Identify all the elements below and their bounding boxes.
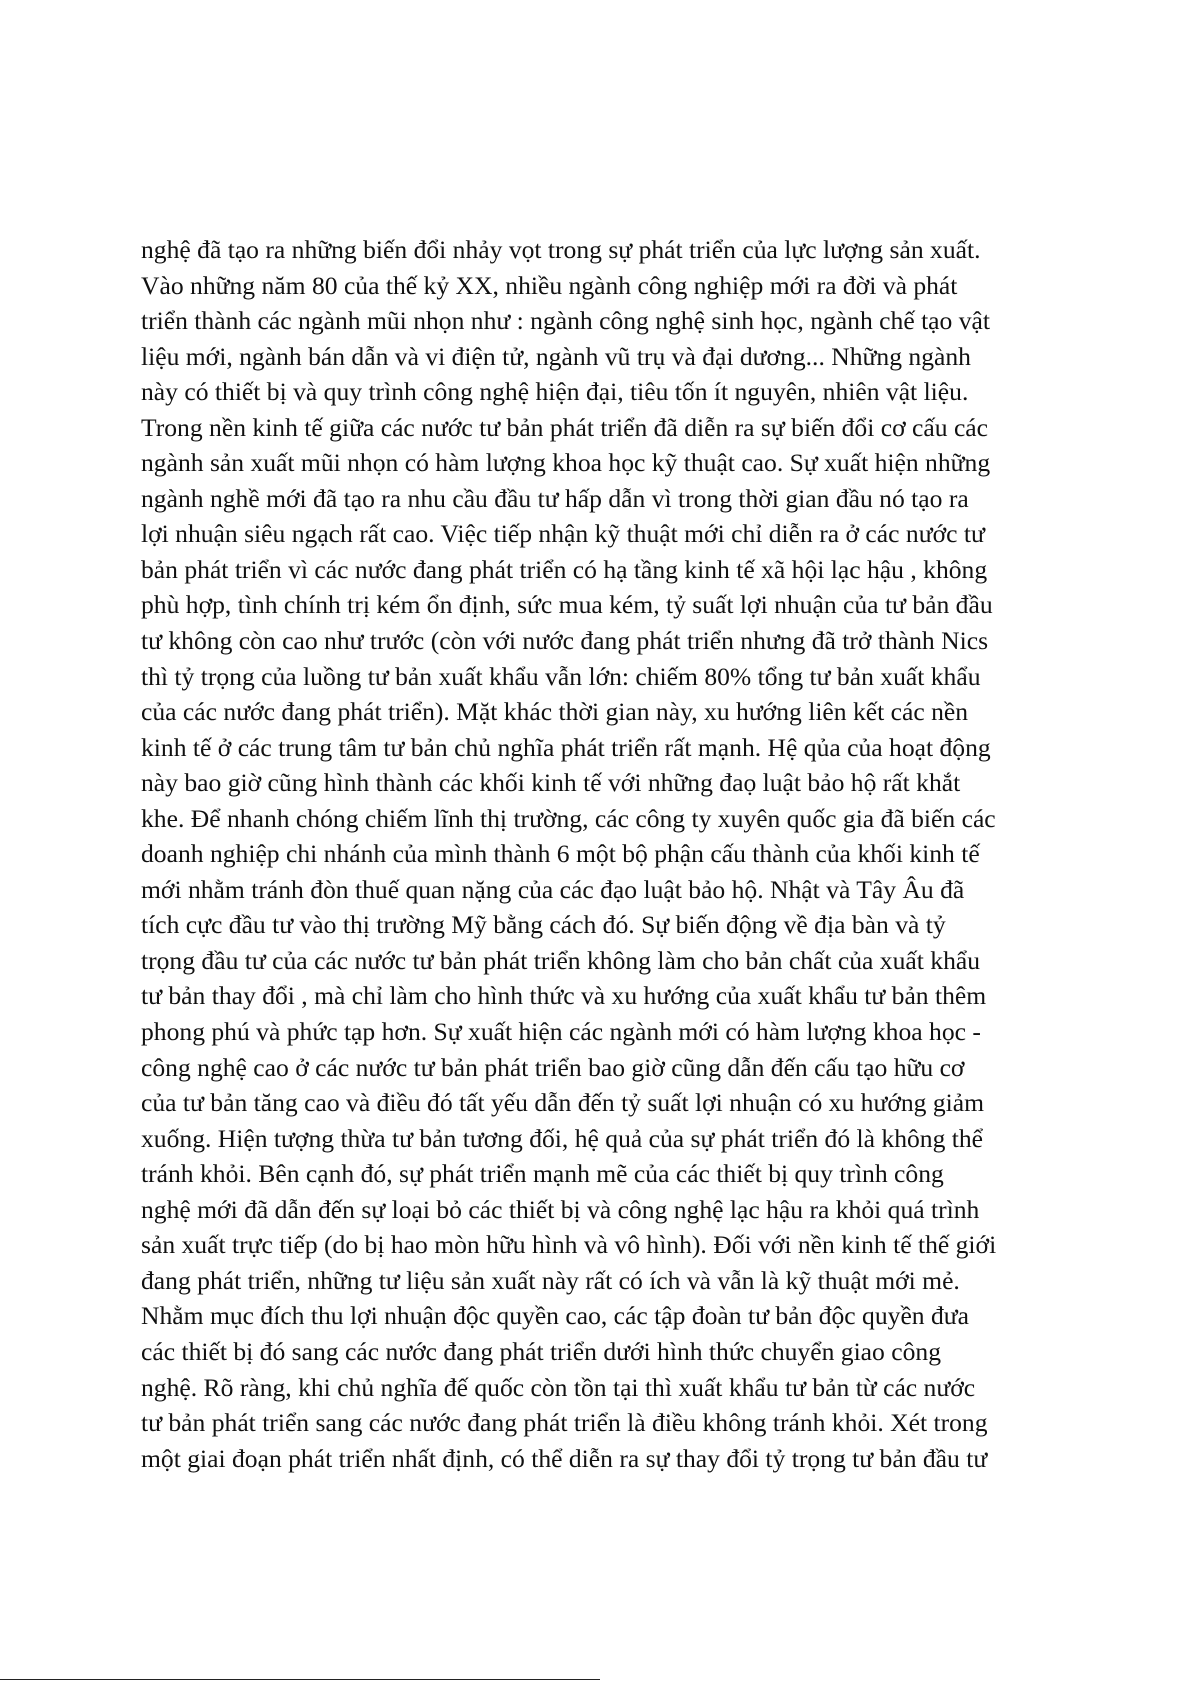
- body-paragraph: [141, 232, 1061, 1476]
- text-line: doanh nghiệp chi nhánh của mình thành 6 một bộ phận cấu thành của khối kinh tế: [141, 839, 980, 869]
- text-line: trọng đầu tư của các nước tư bản phát triển không làm cho bản chất của xuất khẩu: [141, 945, 981, 975]
- text-line: này bao giờ cũng hình thành các khối kinh tế với những đaọ luật bảo hộ rất khắt: [141, 768, 961, 798]
- text-line: đang phát triển, những tư liệu sản xuất này rất có ích và vẫn là kỹ thuật mới mẻ.: [141, 1265, 960, 1295]
- text-line: nghệ mới đã dẫn đến sự loại bỏ các thiết bị và công nghệ lạc hậu ra khỏi quá trình: [141, 1194, 980, 1224]
- text-line: này có thiết bị và quy trình công nghệ hiện đại, tiêu tốn ít nguyên, nhiên vật liệu.: [141, 377, 969, 407]
- text-line: của các nước đang phát triển). Mặt khác thời gian này, xu hướng liên kết các nền: [141, 697, 969, 727]
- text-line: tư bản thay đổi , mà chỉ làm cho hình thức và xu hướng của xuất khẩu tư bản thêm: [141, 981, 987, 1011]
- text-line: Nhằm mục đích thu lợi nhuận độc quyền cao, các tập đoàn tư bản độc quyền đưa: [141, 1301, 970, 1331]
- text-line: tích cực đầu tư vào thị trường Mỹ bằng cách đó. Sự biến động về địa bàn và tỷ: [141, 910, 946, 940]
- text-line: ngành sản xuất mũi nhọn có hàm lượng khoa học kỹ thuật cao. Sự xuất hiện những: [141, 448, 991, 478]
- text-line: xuống. Hiện tượng thừa tư bản tương đối, hệ quả của sự phát triển đó là không thể: [141, 1123, 984, 1153]
- text-line: triển thành các ngành mũi nhọn như : ngành công nghệ sinh học, ngành chế tạo vật: [141, 306, 991, 336]
- text-line: các thiết bị đó sang các nước đang phát triển dưới hình thức chuyển giao công: [141, 1336, 941, 1366]
- text-line: tránh khỏi. Bên cạnh đó, sự phát triển mạnh mẽ của các thiết bị quy trình công: [141, 1159, 944, 1189]
- text-line: của tư bản tăng cao và điều đó tất yếu dẫn đến tỷ suất lợi nhuận có xu hướng giảm: [141, 1088, 985, 1118]
- text-line: liệu mới, ngành bán dẫn và vi điện tử, ngành vũ trụ và đại dương... Những ngành: [141, 341, 971, 371]
- text-line: nghệ. Rõ ràng, khi chủ nghĩa đế quốc còn tồn tại thì xuất khẩu tư bản từ các nước: [141, 1372, 976, 1402]
- text-line: tư không còn cao như trước (còn với nước đang phát triển nhưng đã trở thành Nics: [141, 626, 989, 656]
- text-line: Trong nền kinh tế giữa các nước tư bản phát triển đã diễn ra sự biến đổi cơ cấu các: [141, 412, 989, 442]
- text-line: lợi nhuận siêu ngạch rất cao. Việc tiếp nhận kỹ thuật mới chỉ diễn ra ở các nước tư: [141, 519, 985, 549]
- text-line: bản phát triển vì các nước đang phát triển có hạ tầng kinh tế xã hội lạc hậu , không: [141, 554, 988, 584]
- footer-divider: [0, 1679, 600, 1680]
- text-line: phù hợp, tình chính trị kém ổn định, sức mua kém, tỷ suất lợi nhuận của tư bản đầu: [141, 590, 993, 620]
- text-line: ngành nghề mới đã tạo ra nhu cầu đầu tư hấp dẫn vì trong thời gian đầu nó tạo ra: [141, 483, 969, 513]
- text-line: phong phú và phức tạp hơn. Sự xuất hiện các ngành mới có hàm lượng khoa học -: [141, 1017, 981, 1047]
- text-line: mới nhằm tránh đòn thuế quan nặng của các đạo luật bảo hộ. Nhật và Tây Âu đã: [141, 874, 965, 904]
- text-line: công nghệ cao ở các nước tư bản phát triển bao giờ cũng dẫn đến cấu tạo hữu cơ: [141, 1052, 965, 1082]
- text-line: tư bản phát triển sang các nước đang phát triển là điều không tránh khỏi. Xét trong: [141, 1408, 988, 1438]
- text-line: thì tỷ trọng của luồng tư bản xuất khẩu vẫn lớn: chiếm 80% tổng tư bản xuất khẩu: [141, 661, 981, 691]
- text-line: sản xuất trực tiếp (do bị hao mòn hữu hình và vô hình). Đối với nền kinh tế thế giới: [141, 1230, 997, 1260]
- text-line: kinh tế ở các trung tâm tư bản chủ nghĩa phát triển rất mạnh. Hệ qủa của hoạt động: [141, 732, 991, 762]
- text-line: nghệ đã tạo ra những biến đổi nhảy vọt trong sự phát triển của lực lượng sản xuất.: [141, 235, 981, 264]
- text-line: Vào những năm 80 của thế kỷ XX, nhiều ngành công nghiệp mới ra đời và phát: [141, 270, 958, 300]
- text-line: một giai đoạn phát triển nhất định, có thể diễn ra sự thay đổi tỷ trọng tư bản đầu tư: [141, 1443, 988, 1473]
- text-line: khe. Để nhanh chóng chiếm lĩnh thị trường, các công ty xuyên quốc gia đã biến các: [141, 803, 996, 833]
